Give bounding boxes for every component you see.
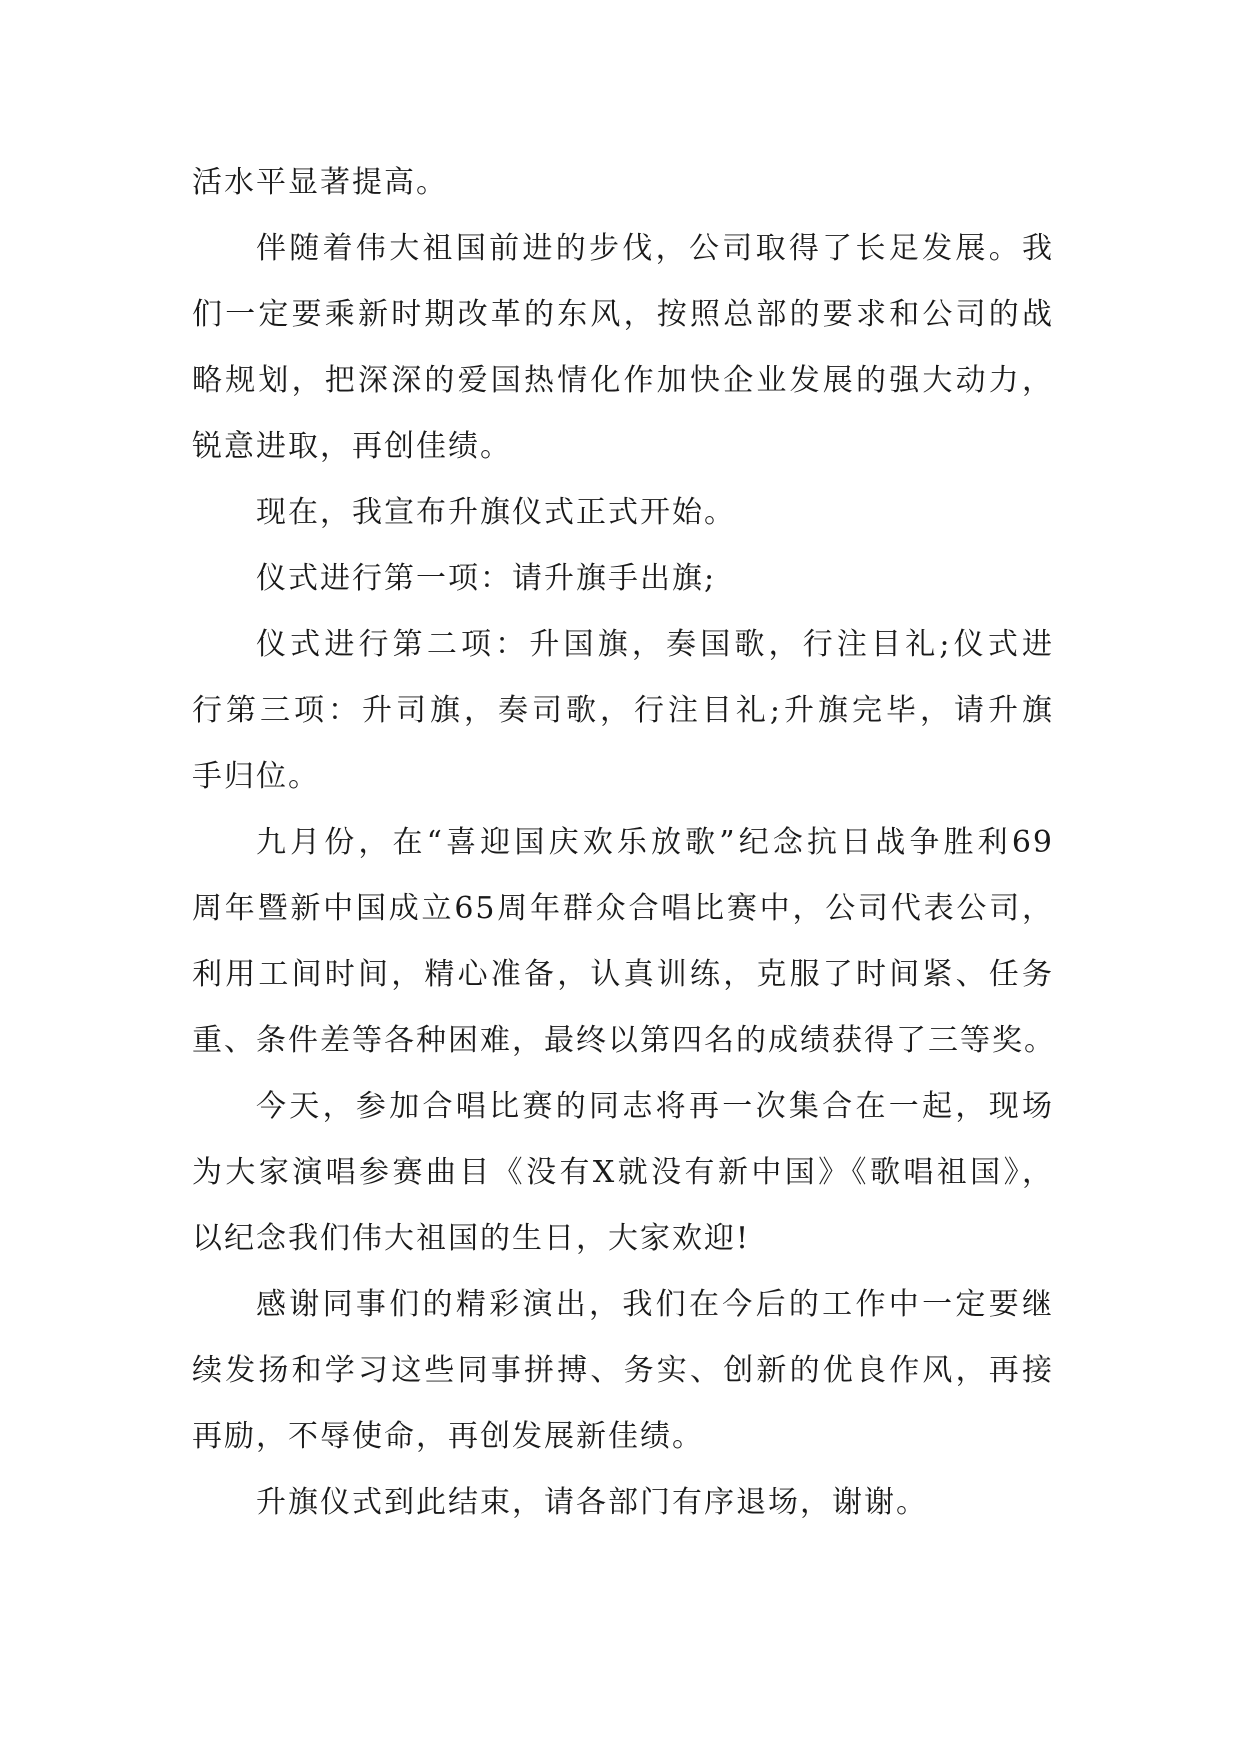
text-line: 重、条件差等各种困难，最终以第四名的成绩获得了三等奖。 [192, 1023, 1056, 1058]
text-line: 仪式进行第二项：升国旗，奏国歌，行注目礼;仪式进 [256, 627, 1054, 662]
text-line: 今天，参加合唱比赛的同志将再一次集合在一起，现场 [256, 1089, 1054, 1124]
text-line: 九月份，在“喜迎国庆欢乐放歌”纪念抗日战争胜利69 [256, 825, 1054, 860]
text-line: 再励，不辱使命，再创发展新佳绩。 [192, 1419, 704, 1454]
text-line: 锐意进取，再创佳绩。 [192, 429, 512, 464]
text-line: 感谢同事们的精彩演出，我们在今后的工作中一定要继 [256, 1287, 1054, 1322]
text-line: 伴随着伟大祖国前进的步伐，公司取得了长足发展。我 [256, 231, 1054, 266]
document-body [192, 150, 1054, 1536]
text-line: 活水平显著提高。 [192, 165, 448, 200]
text-line: 手归位。 [192, 759, 320, 794]
text-line: 仪式进行第一项：请升旗手出旗; [256, 561, 717, 596]
text-line: 以纪念我们伟大祖国的生日，大家欢迎! [192, 1221, 751, 1256]
text-line: 续发扬和学习这些同事拼搏、务实、创新的优良作风，再接 [192, 1353, 1054, 1388]
text-line: 们一定要乘新时期改革的东风，按照总部的要求和公司的战 [192, 297, 1054, 332]
text-line: 现在，我宣布升旗仪式正式开始。 [256, 495, 736, 530]
text-line: 周年暨新中国成立65周年群众合唱比赛中，公司代表公司， [192, 891, 1054, 926]
text-line: 略规划，把深深的爱国热情化作加快企业发展的强大动力， [192, 363, 1054, 398]
text-line: 行第三项：升司旗，奏司歌，行注目礼;升旗完毕，请升旗 [192, 693, 1054, 728]
text-line: 利用工间时间，精心准备，认真训练，克服了时间紧、任务 [192, 957, 1054, 992]
text-line: 升旗仪式到此结束，请各部门有序退场，谢谢。 [256, 1485, 928, 1520]
text-line: 为大家演唱参赛曲目《没有X就没有新中国》《歌唱祖国》， [192, 1155, 1054, 1190]
